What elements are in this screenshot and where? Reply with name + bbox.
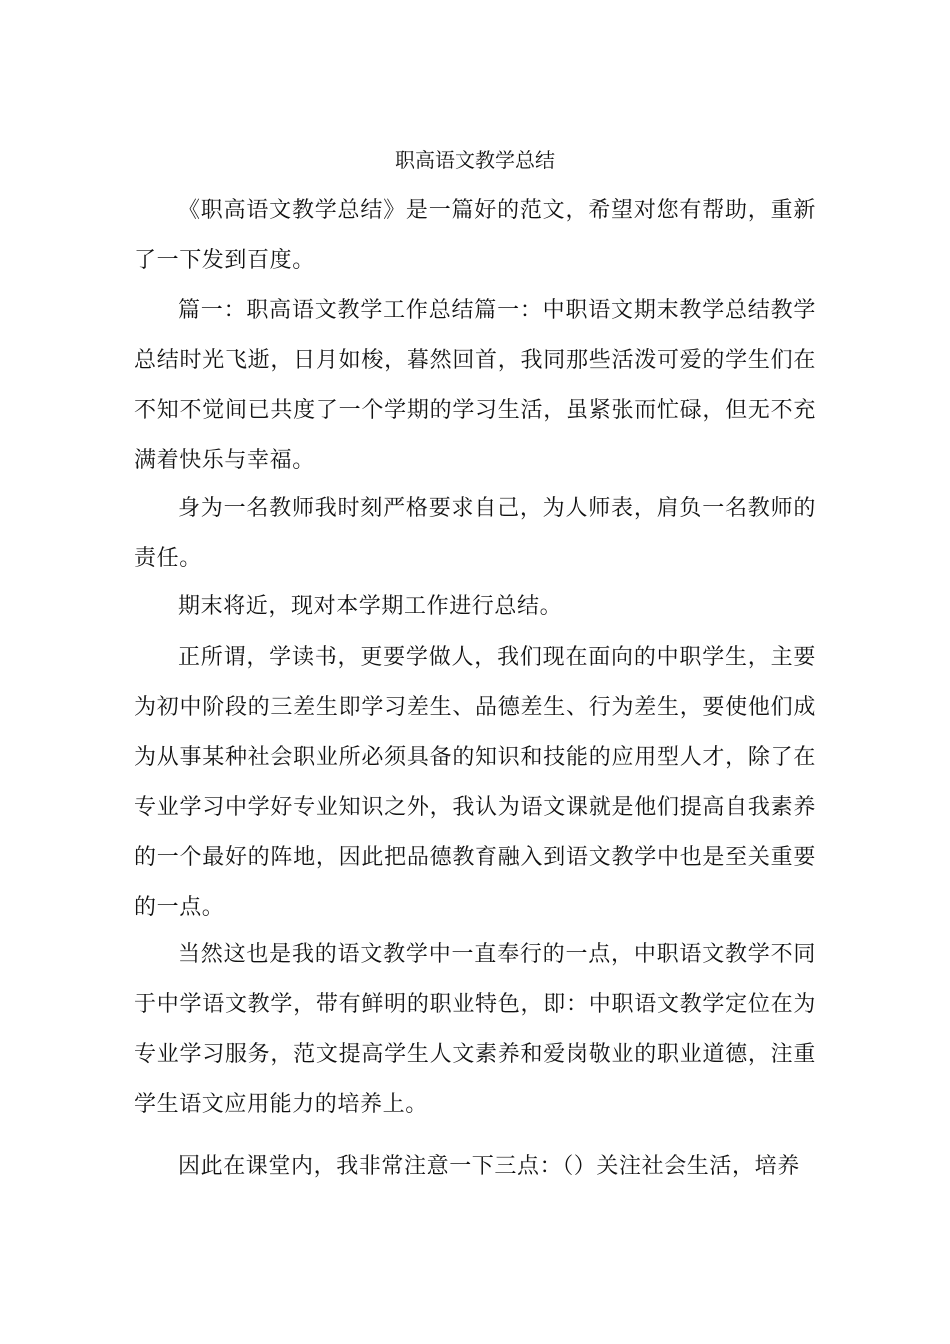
document-page <box>134 0 816 1344</box>
paragraph-classroom-points: 因此在课堂内，我非常注意一下三点：（）关注社会生活，培养 <box>178 1154 800 1179</box>
paragraph-intro: 《职高语文教学总结》是一篇好的范文，希望对您有帮助，重新了一下发到百度。 <box>134 198 816 273</box>
paragraph-moral-education: 正所谓，学读书，更要学做人，我们现在面向的中职学生，主要为初中阶段的三差生即学习差生、品德差生、行为差生，要使他们成为从事某种社会职业所必须具备的知识和技能的应用型人才，除了在专业学习中学好专业知识之外，我认为语文课就是他们提高自我素养的一个最好的阵地，因此把品德教育融入到语文教学中也是至关重要的一点。 <box>134 645 816 920</box>
paragraph-section-one: 篇一：职高语文教学工作总结篇一：中职语文期末教学总结教学总结时光飞逝，日月如梭，暮然回首，我同那些活泼可爱的学生们在不知不觉间已共度了一个学期的学习生活，虽紧张而忙碌，但无不充满着快乐与幸福。 <box>134 298 816 473</box>
paragraph-term-end: 期末将近，现对本学期工作进行总结。 <box>178 594 563 619</box>
document-title: 职高语文教学总结 <box>395 148 555 172</box>
paragraph-vocational-chinese: 当然这也是我的语文教学中一直奉行的一点，中职语文教学不同于中学语文教学，带有鲜明的职业特色，即：中职语文教学定位在为专业学习服务，范文提高学生人文素养和爱岗敬业的职业道德，注重学生语文应用能力的培养上。 <box>134 942 816 1117</box>
paragraph-teacher-duty: 身为一名教师我时刻严格要求自己，为人师表，肩负一名教师的责任。 <box>134 496 816 571</box>
